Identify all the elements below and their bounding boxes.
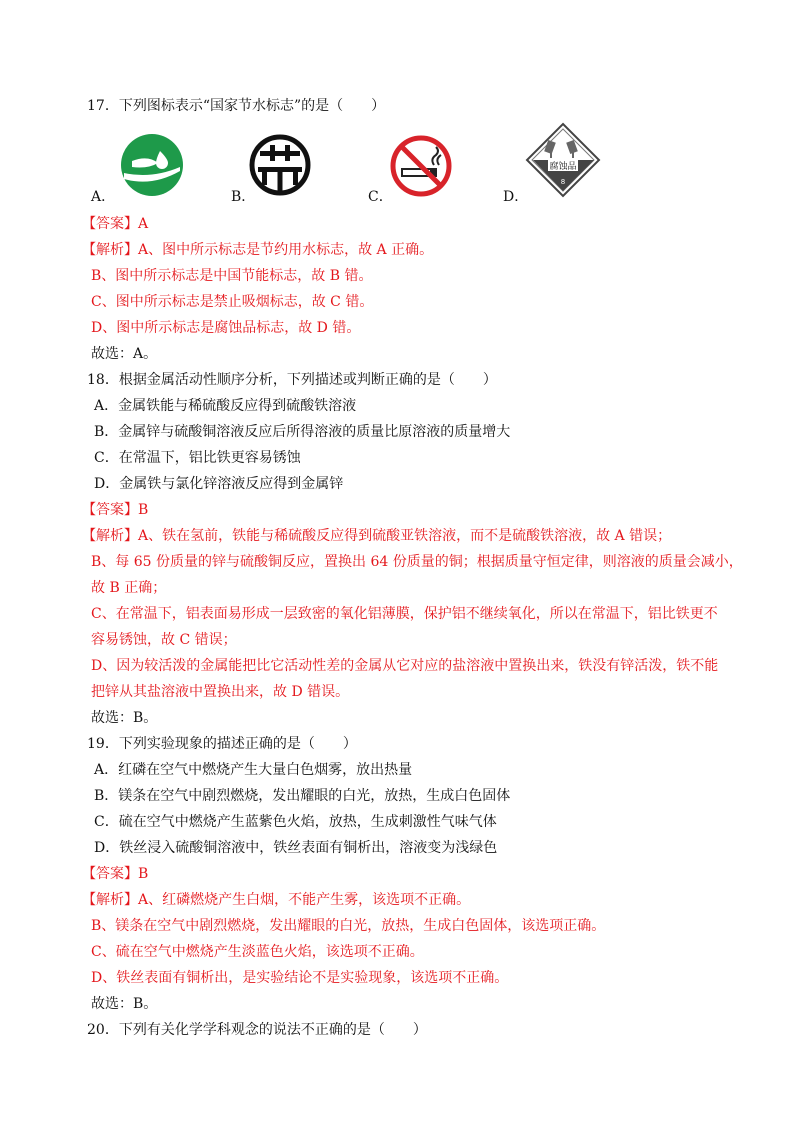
q18-stem: 18．根据金属活动性顺序分析，下列描述或判断正确的是（ ） xyxy=(87,372,497,388)
q18-explain-line: 容易锈蚀，故 C 错误； xyxy=(91,632,237,648)
q17-choice: 故选：A。 xyxy=(91,346,158,362)
q18-option: C．在常温下，铝比铁更容易锈蚀 xyxy=(94,450,301,466)
q17-stem: 17．下列图标表示“国家节水标志”的是（ ） xyxy=(87,98,386,114)
q18-explain-line: 把锌从其盐溶液中置换出来，故 D 错误。 xyxy=(91,684,350,700)
q17-explain-line: B、图中所示标志是中国节能标志，故 B 错。 xyxy=(91,268,373,284)
q19-stem: 19．下列实验现象的描述正确的是（ ） xyxy=(87,736,357,752)
q18-option: A．金属铁能与稀硫酸反应得到硫酸铁溶液 xyxy=(94,398,357,414)
q17-explain-line: D、图中所示标志是腐蚀品标志，故 D 错。 xyxy=(91,320,361,336)
q17-explain-line: 【解析】A、图中所示标志是节约用水标志，故 A 正确。 xyxy=(82,242,434,258)
q19-option: C．硫在空气中燃烧产生蓝紫色火焰，放热，生成刺激性气味气体 xyxy=(94,814,497,830)
q18-choice: 故选：B。 xyxy=(91,710,158,726)
q17-option-c-label: C． xyxy=(368,189,393,205)
q18-explain-line: 故 B 正确； xyxy=(91,580,167,596)
water-saving-icon xyxy=(118,133,186,197)
q18-answer: 【答案】B xyxy=(82,502,149,518)
q19-option: B．镁条在空气中剧烈燃烧，发出耀眼的白光，放热，生成白色固体 xyxy=(94,788,511,804)
q18-explain-line: C、在常温下，铝表面易形成一层致密的氧化铝薄膜，保护铝不继续氧化，所以在常温下，铝比铁更不 xyxy=(91,606,718,622)
q17-option-a-label: A． xyxy=(91,189,116,205)
q18-option: D．金属铁与氯化锌溶液反应得到金属锌 xyxy=(94,476,344,492)
energy-saving-icon xyxy=(248,133,312,197)
no-smoking-icon xyxy=(390,135,452,197)
q19-explain-line: D、铁丝表面有铜析出，是实验结论不是实验现象，该选项不正确。 xyxy=(91,970,509,986)
q18-option: B．金属锌与硫酸铜溶液反应后所得溶液的质量比原溶液的质量增大 xyxy=(94,424,511,440)
corrosive-icon xyxy=(524,121,602,199)
corrosive-label: 腐蚀品 xyxy=(549,162,577,172)
q19-option: A．红磷在空气中燃烧产生大量白色烟雾，放出热量 xyxy=(94,762,413,778)
q19-option: D．铁丝浸入硫酸铜溶液中，铁丝表面有铜析出，溶液变为浅绿色 xyxy=(94,840,498,856)
q17-explain-line: C、图中所示标志是禁止吸烟标志，故 C 错。 xyxy=(91,294,374,310)
q19-explain-line: C、硫在空气中燃烧产生淡蓝色火焰，该选项不正确。 xyxy=(91,944,424,960)
q19-explain-line: 【解析】A、红磷燃烧产生白烟，不能产生雾，该选项不正确。 xyxy=(82,892,471,908)
q17-option-d-label: D． xyxy=(503,189,529,205)
q18-explain-line: 【解析】A、铁在氢前，铁能与稀硫酸反应得到硫酸亚铁溶液，而不是硫酸铁溶液，故 A 错误； xyxy=(82,528,672,544)
q19-choice: 故选：B。 xyxy=(91,996,158,1012)
q19-explain-line: B、镁条在空气中剧烈燃烧，发出耀眼的白光，放热，生成白色固体，该选项正确。 xyxy=(91,918,606,934)
corrosive-class-number: 8 xyxy=(560,178,566,186)
q17-icon-options xyxy=(88,121,648,211)
q17-answer: 【答案】A xyxy=(82,216,149,232)
q17-option-b-label: B． xyxy=(231,189,256,205)
q19-answer: 【答案】B xyxy=(82,866,149,882)
q18-explain-line: B、每 65 份质量的锌与硫酸铜反应，置换出 64 份质量的铜；根据质量守恒定律，则溶液的质量会减小， xyxy=(91,554,743,570)
q20-stem: 20．下列有关化学学科观念的说法不正确的是（ ） xyxy=(87,1022,427,1038)
q18-explain-line: D、因为较活泼的金属能把比它活动性差的金属从它对应的盐溶液中置换出来，铁没有锌活泼，铁不能 xyxy=(91,658,719,674)
